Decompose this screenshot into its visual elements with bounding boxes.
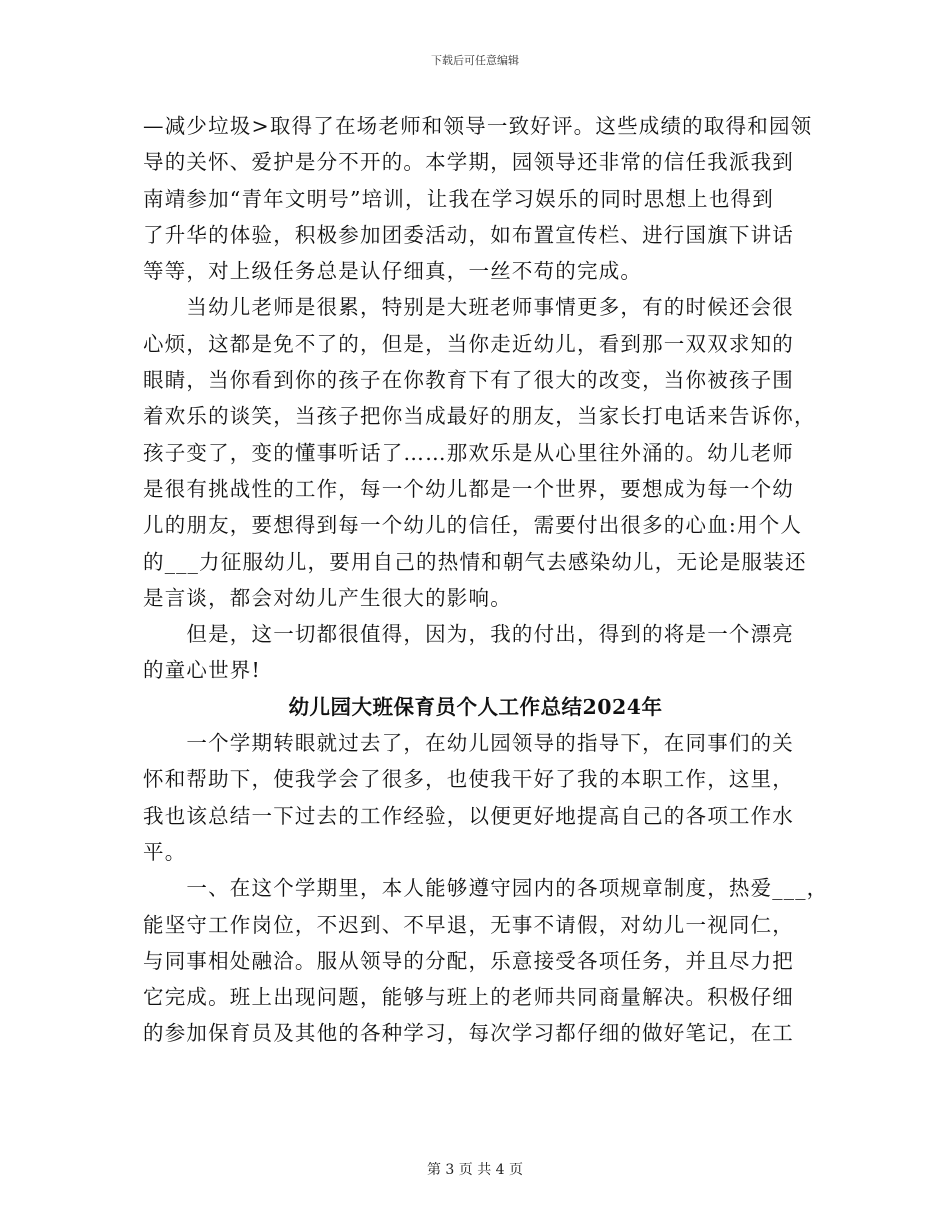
text-line: 与同事相处融洽。服从领导的分配，乐意接受各项任务，并且尽力把 — [143, 948, 794, 973]
text-line: 是言谈，都会对幼儿产生很大的影响。 — [143, 585, 512, 610]
text-line: —减少垃圾>取得了在场老师和领导一致好评。这些成绩的取得和园领 — [143, 114, 813, 138]
text-line: 但是，这一切都很值得，因为，我的付出，得到的将是一个漂亮 — [143, 622, 794, 647]
text-line: 怀和帮助下，使我学会了很多，也使我干好了我的本职工作，这里， — [143, 767, 794, 792]
text-line: 的童心世界! — [143, 658, 261, 683]
text-line: 它完成。班上出现问题，能够与班上的老师共同商量解决。积极仔细 — [143, 985, 794, 1010]
text-line: 南靖参加“青年文明号”培训，让我在学习娱乐的同时思想上也得到 — [143, 186, 774, 211]
text-line: 平。 — [143, 839, 187, 864]
text-line: 一个学期转眼就过去了，在幼儿园领导的指导下，在同事们的关 — [143, 731, 794, 756]
text-line: 当幼儿老师是很累，特别是大班老师事情更多，有的时候还会很 — [143, 295, 794, 320]
page-header-note: 下载后可任意编辑 — [431, 54, 519, 67]
text-line: 的参加保育员及其他的各种学习，每次学习都仔细的做好笔记，在工 — [143, 1021, 794, 1046]
document-body — [143, 108, 829, 1052]
text-line: 能坚守工作岗位，不迟到、不早退，无事不请假，对幼儿一视同仁， — [143, 912, 794, 937]
text-line: 等等，对上级任务总是认仔细真，一丝不苟的完成。 — [143, 259, 643, 284]
text-line: 着欢乐的谈笑，当孩子把你当成最好的朋友，当家长打电话来告诉你， — [143, 404, 816, 429]
text-line: 了升华的体验，积极参加团委活动，如布置宣传栏、进行国旗下讲话 — [143, 222, 794, 247]
text-line: 心烦，这都是免不了的，但是，当你走近幼儿，看到那一双双求知的 — [143, 331, 794, 356]
text-line: 孩子变了，变的懂事听话了……那欢乐是从心里往外涌的。幼儿老师 — [143, 440, 794, 465]
text-line: 是很有挑战性的工作，每一个幼儿都是一个世界，要想成为每一个幼 — [143, 476, 794, 501]
page-number: 第 3 页 共 4 页 — [426, 1162, 524, 1178]
text-line: 导的关怀、爱护是分不开的。本学期，园领导还非常的信任我派我到 — [143, 150, 794, 175]
section-title: 幼儿园大班保育员个人工作总结2024年 — [288, 694, 663, 719]
text-line: 儿的朋友，要想得到每一个幼儿的信任，需要付出很多的心血:用个人 — [143, 513, 803, 538]
text-line: 我也该总结一下过去的工作经验，以便更好地提高自己的各项工作水 — [143, 803, 794, 828]
text-line: 眼睛，当你看到你的孩子在你教育下有了很大的改变，当你被孩子围 — [143, 368, 794, 393]
text-line: 一、在这个学期里，本人能够遵守园内的各项规章制度，热爱___， — [143, 876, 829, 901]
text-line: 的___力征服幼儿，要用自己的热情和朝气去感染幼儿，无论是服装还 — [143, 549, 807, 574]
